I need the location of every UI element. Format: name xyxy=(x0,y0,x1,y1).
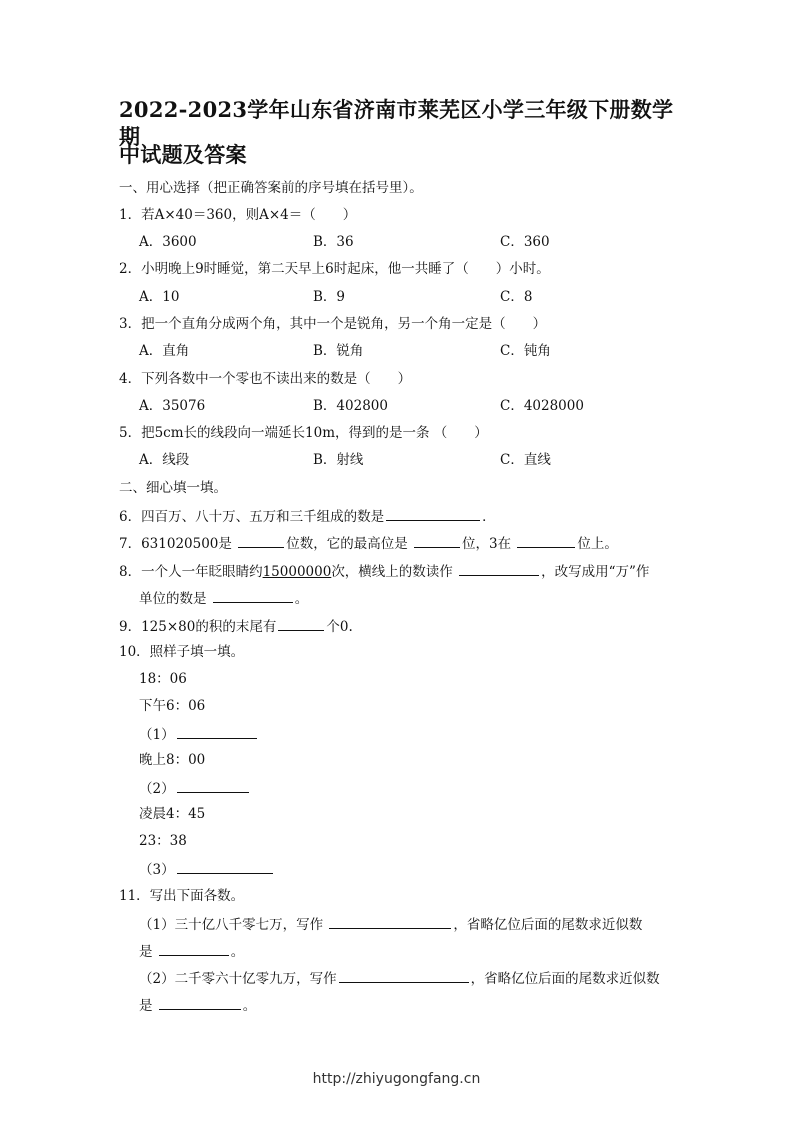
q8-text-2: 次，横线上的数读作 xyxy=(331,564,453,580)
q10-label-3: （3） xyxy=(139,862,175,878)
q7-text-3: 位，3在 xyxy=(462,536,512,552)
q8-text-1: 8．一个人一年眨眼睛约 xyxy=(119,564,263,580)
document-title-line-2: 中试题及答案 xyxy=(119,142,247,167)
q7-blank-digits[interactable] xyxy=(238,533,284,548)
q10-item-2 xyxy=(139,778,251,798)
q5-option-b: B．射线 xyxy=(313,452,364,468)
q11-1-text-1: （1）三十亿八千零七万，写作 xyxy=(139,917,324,933)
question-10: 10．照样子填一填。 xyxy=(119,644,245,660)
q10-label-2: （2） xyxy=(139,781,175,797)
question-7 xyxy=(119,533,618,553)
q7-text-4: 位上。 xyxy=(577,536,618,552)
question-1: 1．若A×40＝360，则A×4＝（ ） xyxy=(119,207,357,223)
q11-2-text-2: ，省略亿位后面的尾数求近似数 xyxy=(470,971,660,987)
q11-1-blank-approx[interactable] xyxy=(159,941,229,956)
q1-option-b: B．36 xyxy=(313,234,354,250)
q9-answer-blank[interactable] xyxy=(278,616,324,631)
question-3: 3．把一个直角分成两个角，其中一个是锐角，另一个角一定是（ ） xyxy=(119,316,547,332)
q11-sub-1-cont xyxy=(139,941,244,961)
q8-blank-wan-unit[interactable] xyxy=(213,588,293,603)
q6-end: ． xyxy=(482,509,496,525)
q11-1-text-3: 是 xyxy=(139,944,153,960)
q2-option-c: C．8 xyxy=(500,289,533,305)
q10-time-2: 凌晨4：45 xyxy=(139,806,206,822)
q4-option-a: A．35076 xyxy=(139,398,206,414)
q10-time-1: 晚上8：00 xyxy=(139,752,206,768)
q8-text-3: ，改写成用“万”作 xyxy=(541,564,650,580)
q10-time-3: 23：38 xyxy=(139,833,187,849)
section-heading-fill: 二、细心填一填。 xyxy=(119,480,227,496)
q11-1-text-4: 。 xyxy=(230,944,245,960)
q1-option-c: C．360 xyxy=(500,234,550,250)
q3-option-b: B．锐角 xyxy=(313,343,364,359)
q3-option-a: A．直角 xyxy=(139,343,190,359)
q11-2-blank-approx[interactable] xyxy=(159,995,241,1010)
q8-underlined-number: 15000000 xyxy=(262,564,332,580)
q3-option-c: C．钝角 xyxy=(500,343,551,359)
q6-text: 6．四百万、八十万、五万和三千组成的数是 xyxy=(119,509,385,525)
q11-sub-1 xyxy=(139,914,642,934)
q8-text-5: 。 xyxy=(294,591,309,607)
q11-1-text-2: ，省略亿位后面的尾数求近似数 xyxy=(453,917,643,933)
q2-option-b: B．9 xyxy=(313,289,346,305)
q10-item-1 xyxy=(139,724,259,744)
q8-text-4: 单位的数是 xyxy=(139,591,207,607)
q11-1-blank-write[interactable] xyxy=(329,914,451,929)
q7-text-2: 位数，它的最高位是 xyxy=(286,536,408,552)
q11-2-text-3: 是 xyxy=(139,998,153,1014)
q11-sub-2-cont xyxy=(139,995,256,1015)
question-6 xyxy=(119,506,496,526)
q11-2-text-1: （2）二千零六十亿零九万，写作 xyxy=(139,971,337,987)
question-9 xyxy=(119,616,353,636)
q10-item-3 xyxy=(139,859,275,879)
question-8-cont xyxy=(139,588,308,608)
q11-sub-2 xyxy=(139,968,660,988)
q7-blank-highest-place[interactable] xyxy=(414,533,460,548)
q10-blank-1[interactable] xyxy=(177,724,257,739)
q1-option-a: A．3600 xyxy=(139,234,197,250)
q9-end: 个0. xyxy=(326,619,353,635)
q10-example-24h: 18：06 xyxy=(139,671,187,687)
section-heading-choice: 一、用心选择（把正确答案前的序号填在括号里）。 xyxy=(119,180,423,196)
q9-text: 9．125×80的积的末尾有 xyxy=(119,619,277,635)
q8-blank-reading[interactable] xyxy=(459,561,539,576)
q11-2-blank-write[interactable] xyxy=(339,968,469,983)
q4-option-b: B．402800 xyxy=(313,398,388,414)
q7-text-1: 7．631020500是 xyxy=(119,536,232,552)
q6-answer-blank[interactable] xyxy=(386,506,480,521)
q10-example-12h: 下午6：06 xyxy=(139,698,206,714)
question-5: 5．把5cm长的线段向一端延长10m，得到的是一条 （ ） xyxy=(119,425,488,441)
footer-url: http://zhiyugongfang.cn xyxy=(312,1071,481,1087)
q7-blank-place-of-3[interactable] xyxy=(517,533,575,548)
question-4: 4．下列各数中一个零也不读出来的数是（ ） xyxy=(119,371,412,387)
q5-option-a: A．线段 xyxy=(139,452,190,468)
q5-option-c: C．直线 xyxy=(500,452,551,468)
question-8 xyxy=(119,561,649,581)
document-title-line-1: 2022-2023学年山东省济南市莱芜区小学三年级下册数学期 xyxy=(119,97,674,149)
question-2: 2．小明晚上9时睡觉，第二天早上6时起床，他一共睡了（ ）小时。 xyxy=(119,261,550,277)
q10-blank-2[interactable] xyxy=(177,778,249,793)
q10-label-1: （1） xyxy=(139,727,175,743)
question-11: 11．写出下面各数。 xyxy=(119,888,245,904)
q2-option-a: A．10 xyxy=(139,289,180,305)
q10-blank-3[interactable] xyxy=(177,859,273,874)
q4-option-c: C．4028000 xyxy=(500,398,584,414)
q11-2-text-4: 。 xyxy=(242,998,257,1014)
